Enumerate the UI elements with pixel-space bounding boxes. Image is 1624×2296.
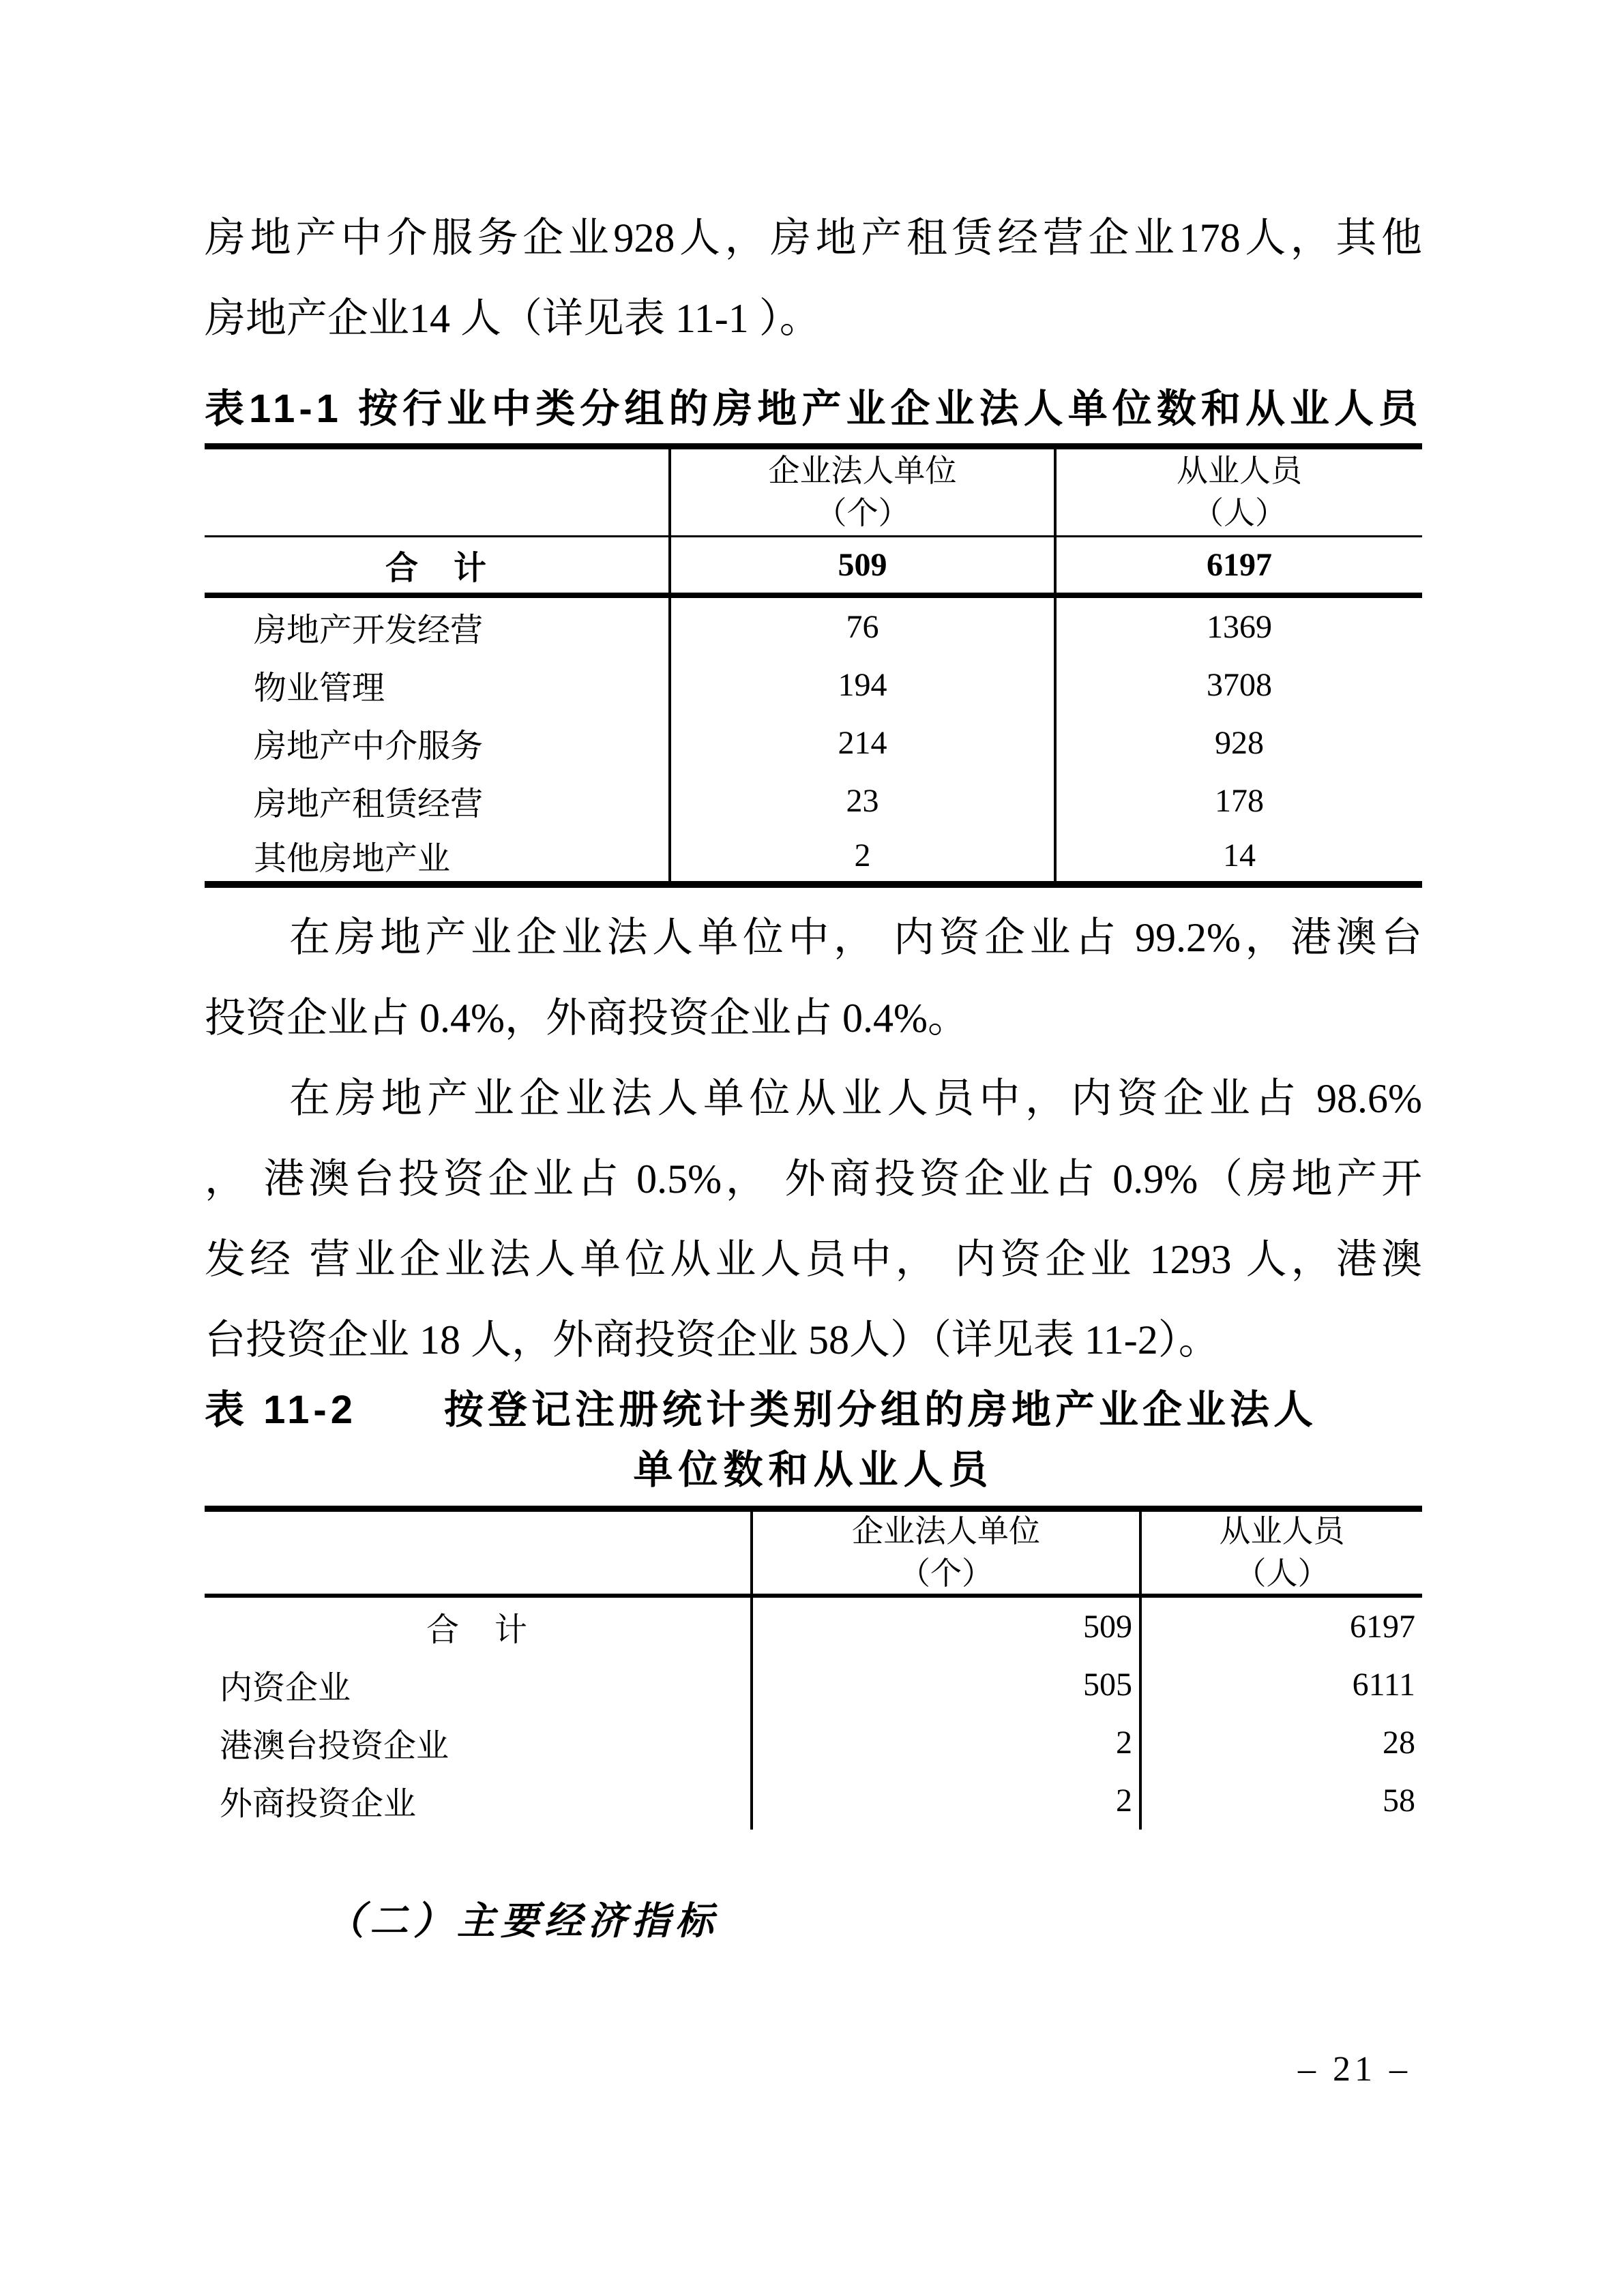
paragraph-1-line-2: 房地产企业14 人（详见表 11-1 ）。 <box>205 296 821 341</box>
table1-total-row <box>205 537 1422 598</box>
table1-row2-label: 物业管理 <box>254 670 385 706</box>
table1-header-stub-cell <box>205 449 668 535</box>
table1-row5-units: 2 <box>668 830 1054 881</box>
table2-row1-label: 内资企业 <box>220 1670 351 1706</box>
table2-total-employees: 6197 <box>1139 1598 1422 1656</box>
table1-row3-units: 214 <box>668 714 1054 772</box>
paragraph-2-line-2: 投资企业占 0.4%，外商投资企业占 0.4%。 <box>205 996 969 1041</box>
table-row <box>205 1772 1422 1830</box>
table-row <box>205 1714 1422 1772</box>
table1-row5-employees: 14 <box>1054 830 1422 881</box>
table1-header-row <box>205 443 1422 537</box>
table2-row3-label: 外商投资企业 <box>220 1786 417 1822</box>
table2-header-employees-cell <box>1139 1512 1422 1594</box>
table1-total-label: 合 计 <box>385 550 488 586</box>
table2-header-employees-line2: （人） <box>1235 1556 1329 1591</box>
table1-total-employees: 6197 <box>1054 537 1422 593</box>
table-row <box>205 598 1422 656</box>
table1-row2-units: 194 <box>668 656 1054 714</box>
table2-row2-units: 2 <box>750 1714 1139 1772</box>
table1 <box>205 443 1422 888</box>
table2-header-employees-line1: 从业人员 <box>1219 1514 1345 1549</box>
paragraph-2-line-1: 在房地产业企业法人单位中， 内资企业占 99.2%，港澳台 <box>289 915 1422 960</box>
table2-header-stub-cell <box>205 1512 750 1594</box>
table1-row3-label: 房地产中介服务 <box>254 728 484 764</box>
table1-row1-employees: 1369 <box>1054 598 1422 656</box>
table1-header-units-cell <box>668 449 1054 535</box>
table1-header-units-line1: 企业法人单位 <box>768 453 957 488</box>
table1-row2-employees: 3708 <box>1054 656 1422 714</box>
table2-header-units-line2: （个） <box>899 1556 993 1591</box>
table2-header-units-cell <box>750 1512 1139 1594</box>
table2-header-units-line1: 企业法人单位 <box>852 1514 1040 1549</box>
table2-total-label: 合 计 <box>426 1612 529 1648</box>
table1-row1-units: 76 <box>668 598 1054 656</box>
table-row <box>205 1656 1422 1714</box>
table-row <box>205 830 1422 888</box>
table1-header-employees-line1: 从业人员 <box>1177 453 1302 488</box>
table1-row5-label: 其他房地产业 <box>254 841 451 877</box>
section-heading: （二）主要经济指标 <box>326 1900 719 1943</box>
table1-title: 表11-1 按行业中类分组的房地产业企业法人单位数和从业人员 <box>205 387 1422 431</box>
table1-row4-units: 23 <box>668 772 1054 830</box>
paragraph-3-line-4: 台投资企业 18 人，外商投资企业 58人）（详见表 11-2）。 <box>205 1317 1220 1362</box>
table2-total-units: 509 <box>750 1598 1139 1656</box>
table1-row1-label: 房地产开发经营 <box>254 612 484 648</box>
paragraph-3-line-1: 在房地产业企业法人单位从业人员中，内资企业占 98.6% <box>289 1076 1422 1121</box>
table2-row3-employees: 58 <box>1139 1772 1422 1830</box>
table2-title-line1: 表 11-2 按登记注册统计类别分组的房地产业企业法人 <box>205 1388 1318 1432</box>
table2 <box>205 1506 1422 1830</box>
table-row <box>205 1598 1422 1656</box>
table2-row1-employees: 6111 <box>1139 1656 1422 1714</box>
table1-row4-label: 房地产租赁经营 <box>254 786 484 822</box>
table2-title-line2: 单位数和从业人员 <box>633 1448 994 1492</box>
paragraph-2 <box>205 897 1422 1058</box>
table2-row1-units: 505 <box>750 1656 1139 1714</box>
table-row <box>205 656 1422 714</box>
table1-header-employees-line2: （人） <box>1192 496 1286 531</box>
table1-header-employees-cell <box>1054 449 1422 535</box>
table1-total-units: 509 <box>668 537 1054 593</box>
table-row <box>205 714 1422 772</box>
paragraph-3-line-2: ， 港澳台投资企业占 0.5%， 外商投资企业占 0.9%（房地产开 <box>205 1157 1422 1202</box>
page-number: – 21 – <box>1298 2050 1411 2089</box>
paragraph-3-line-3: 发经 营业企业法人单位从业人员中， 内资企业 1293 人，港澳 <box>205 1237 1422 1282</box>
paragraph-1 <box>205 198 1422 359</box>
table2-header-row <box>205 1506 1422 1598</box>
table1-row3-employees: 928 <box>1054 714 1422 772</box>
table2-row3-units: 2 <box>750 1772 1139 1830</box>
table2-row2-label: 港澳台投资企业 <box>220 1728 449 1764</box>
table1-row4-employees: 178 <box>1054 772 1422 830</box>
table1-header-units-line2: （个） <box>815 496 910 531</box>
paragraph-3 <box>205 1058 1422 1380</box>
table-row <box>205 772 1422 830</box>
table2-row2-employees: 28 <box>1139 1714 1422 1772</box>
paragraph-1-line-1: 房地产中介服务企业928人，房地产租赁经营企业178人，其他 <box>205 215 1422 260</box>
